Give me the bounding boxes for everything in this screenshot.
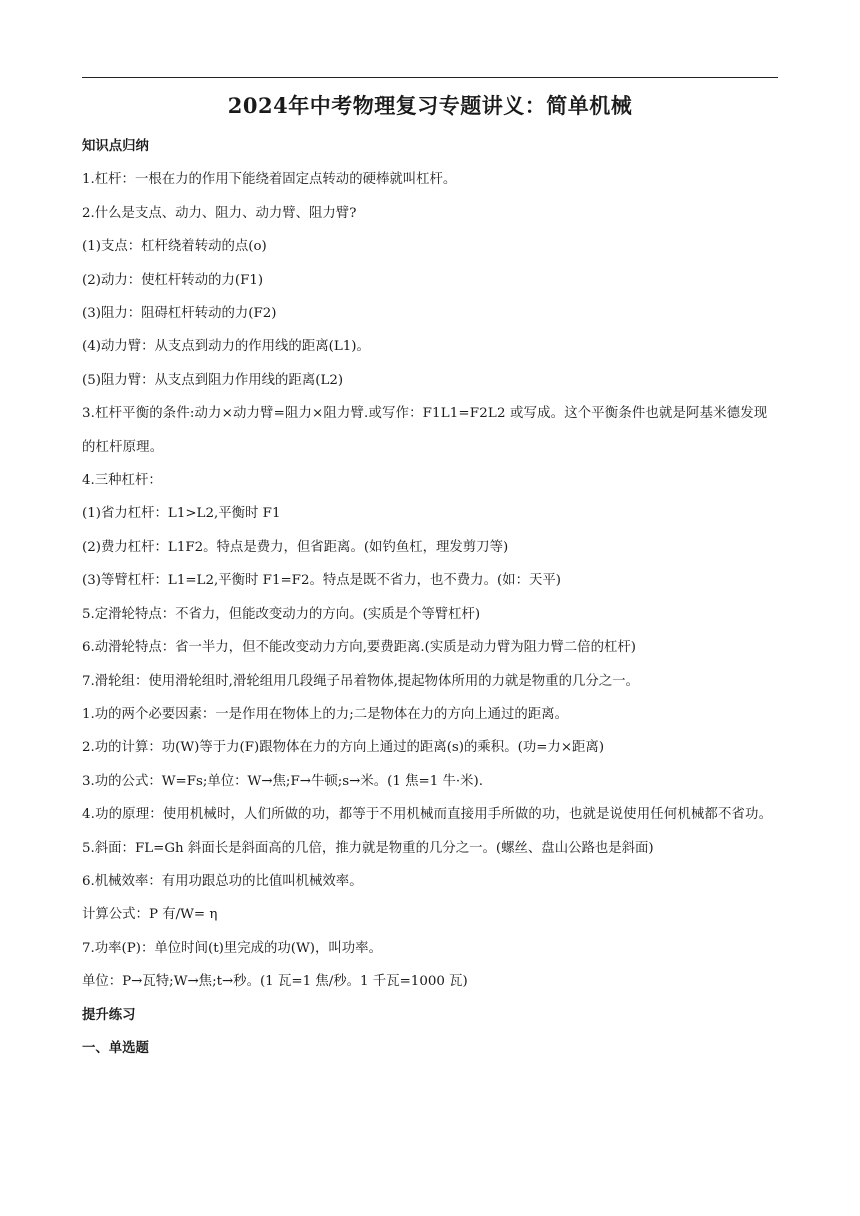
- text-line: 7.功率(P)：单位时间(t)里完成的功(W)，叫功率。: [82, 940, 382, 956]
- text-line: (1)支点：杠杆绕着转动的点(o): [82, 239, 267, 255]
- text-line: (4)动力臂：从支点到动力的作用线的距离(L1)。: [82, 339, 370, 355]
- text-line: (3)阻力：阻碍杠杆转动的力(F2): [82, 306, 277, 322]
- text-line: (3)等臂杠杆：L1=L2,平衡时 F1=F2。特点是既不省力，也不费力。(如：天平): [82, 573, 561, 589]
- section-heading-practice: 提升练习: [82, 1006, 136, 1023]
- text-line: (2)动力：使杠杆转动的力(F1): [82, 272, 264, 288]
- text-line: 5.斜面：FL=Gh 斜面长是斜面高的几倍，推力就是物重的几分之一。(螺丝、盘山公路也是斜面): [82, 840, 654, 856]
- text-line: 6.动滑轮特点：省一半力，但不能改变动力方向,要费距离.(实质是动力臂为阻力臂二倍的杠杆): [82, 640, 636, 656]
- text-line: 1.杠杆：一根在力的作用下能绕着固定点转动的硬棒就叫杠杆。: [82, 172, 457, 188]
- text-line: 6.机械效率：有用功跟总功的比值叫机械效率。: [82, 873, 363, 889]
- text-line: 1.功的两个必要因素：一是作用在物体上的力;二是物体在力的方向上通过的距离。: [82, 706, 568, 722]
- text-line: 3.功的公式：W=Fs;单位：W→焦;F→牛顿;s→米。(1 焦=1 牛·米).: [82, 773, 484, 789]
- text-line: (5)阻力臂：从支点到阻力作用线的距离(L2): [82, 372, 344, 388]
- text-paragraph: 4.功的原理：使用机械时，人们所做的功，都等于不用机械而直接用手所做的功，也就是说使用任何机械都不省功。: [82, 807, 773, 823]
- text-line: (1)省力杠杆：L1>L2,平衡时 F1: [82, 506, 281, 522]
- header-rule: [82, 77, 778, 78]
- text-paragraph: 3.杠杆平衡的条件:动力×动力臂=阻力×阻力臂.或写作：F1L1=F2L2 或写成。这个平衡条件也就是阿基米德发现的杠杆原理。: [82, 406, 768, 455]
- text-line: 2.功的计算：功(W)等于力(F)跟物体在力的方向上通过的距离(s)的乘积。(功=力×距离): [82, 740, 605, 756]
- text-line: 5.定滑轮特点：不省力，但能改变动力的方向。(实质是个等臂杠杆): [82, 606, 481, 622]
- text-line: 4.三种杠杆：: [82, 473, 162, 489]
- text-line: 计算公式：P 有/W= η: [82, 907, 218, 923]
- document-title: 2024年中考物理复习专题讲义：简单机械: [227, 93, 633, 118]
- section-heading-single-choice: 一、单选题: [82, 1039, 149, 1056]
- text-line: 单位：P→瓦特;W→焦;t→秒。(1 瓦=1 焦/秒。1 千瓦=1000 瓦): [82, 974, 468, 990]
- text-line: 2.什么是支点、动力、阻力、动力臂、阻力臂?: [82, 205, 357, 221]
- text-line: 7.滑轮组：使用滑轮组时,滑轮组用几段绳子吊着物体,提起物体所用的力就是物重的几分之一。: [82, 673, 639, 689]
- section-heading-summary: 知识点归纳: [82, 138, 149, 154]
- document-body: [82, 130, 780, 1065]
- text-line: (2)费力杠杆：L1F2。特点是费力，但省距离。(如钓鱼杠，理发剪刀等): [82, 539, 509, 555]
